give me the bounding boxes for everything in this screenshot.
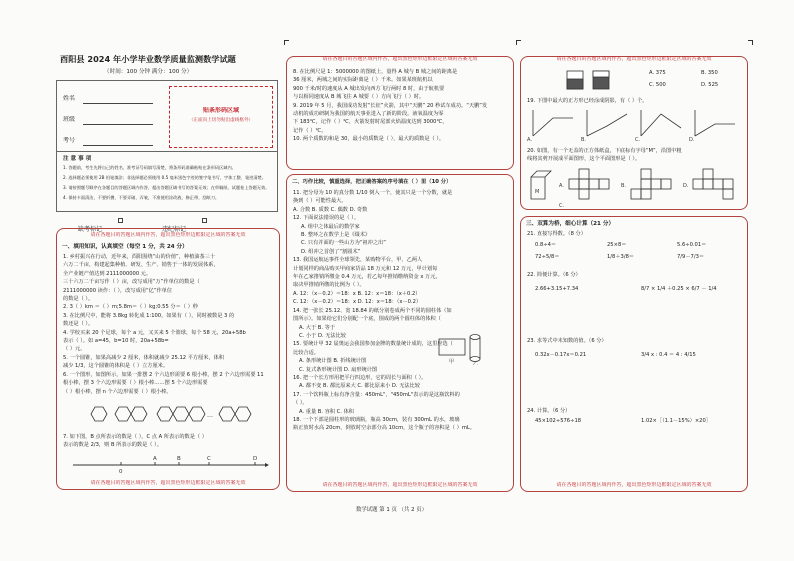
q8-line: 与以相同速度从 B 城飞往 A 城要（ ）方向飞行（ ）时。: [293, 94, 425, 101]
calc-item: 0.8÷4＝: [535, 242, 557, 248]
answer-frame-col3-top: [520, 56, 748, 210]
q15-line: 15. 要统计甲 32 届奥运会我国参加金牌的数量统计成的，这里应选（: [293, 341, 453, 348]
q14-options: A. 大于 B. 等于: [299, 324, 336, 331]
q13-options: C. 12：（x－0.2）＝18：x D. 12：x＝18：（x－0.2）: [293, 299, 422, 306]
q6-line: 根小棒，摆 3 个六边形需要（ ）根小棒……摆 5 个六边形需要: [63, 380, 208, 387]
graph-label-a: A.: [527, 137, 532, 142]
violation-checkbox[interactable]: [202, 218, 207, 223]
q18-line: 18. 一个下部是圆柱形的玻璃瓶，瓶高 30cm，装有 300mL 的水，玻璃: [293, 416, 460, 423]
q21-line: 21. 直接写得数。（8 分）: [527, 231, 586, 237]
q24-line: 24. 计算。（6 分）: [527, 408, 571, 414]
q4-line: 4. 学校买来 20 个足球，每个 a 元，又买来 5 个篮球，每个 58 元，20a+58b: [63, 329, 246, 336]
calc-item: 7/9－7/3＝: [677, 254, 705, 260]
q1-line: 的数是（ ）。: [63, 296, 94, 303]
q17-options: A. 重量 B. 容积 C. 体积: [299, 408, 354, 415]
q19-line: 19. 下图中最大的正方形已经涂成阴影，有（ ）个。: [527, 98, 648, 104]
registration-mark: [284, 40, 289, 45]
q2-line: 2. 3（ ）km ＝（ ）m;5.8m＝（ ）kg;0.55 分＝（ ）秒: [63, 304, 198, 311]
q1-line: 全产业链产值达到 2111000000 元。: [63, 270, 152, 277]
barcode-note: （正面向上切勿贴出虚线框外）: [188, 118, 254, 123]
q18-option-d: D. 525: [701, 82, 719, 88]
q12-option: D. 组冲之首创了“割圆术”: [301, 248, 361, 255]
hexagon-figure: [87, 405, 267, 423]
svg-text:…: …: [207, 412, 213, 419]
registration-mark: [748, 40, 753, 45]
q14-line: 图所示）。如果给它们分别配一个底，围成的两个圆柱体的体积（: [293, 316, 441, 323]
q13-line: 计划同样的商品购买甲商家货品 18 万元和 12 万元，甲计划每: [293, 265, 438, 272]
cylinder-label-jia: 甲: [449, 359, 455, 365]
frame-banner-bottom: 请在各题目的答题区域内作答，超出黑色矩形边框限定区域的答案无效: [322, 482, 478, 488]
q1-line: 六万二千亩，构建起集种植、研发、生产、销售于一体的发展体系，: [63, 262, 219, 269]
q22-line: 22. 简便计算。（6 分）: [527, 272, 581, 278]
q14-options: C. 小于 D. 无法比较: [299, 332, 346, 339]
q8-line: 900 千米/时的速度从 A 城出发向西方飞行两时 8 时，由于航机要: [293, 85, 445, 92]
calc-item: 1/8＋3/8＝: [607, 254, 635, 260]
q16-options: A. 都不变 B. 都比原来大 C. 都比原来小 D. 无法比较: [299, 383, 420, 390]
q1-line: 1. 乡村振兴在行动，近年来，酉阳围绕“山的价值”，种植油茶三十: [63, 254, 216, 260]
page-footer: 数学试题 第 1 页 （共 2 页）: [356, 507, 428, 513]
q12-option: B. 整环之在数学上是《缀术》: [301, 232, 371, 239]
calc-item: 72÷5/8＝: [535, 254, 560, 260]
number-line: [71, 453, 271, 473]
notice-title: 注 意 事 项: [63, 156, 92, 162]
net-label-d: D.: [683, 183, 689, 189]
answer-frame-col2-top: [286, 56, 514, 170]
number-line-A: A: [153, 456, 157, 462]
section-3-title: 三、双算为桥，细心计算（21 分）: [526, 221, 615, 227]
answer-frame-col2-bottom: [286, 174, 514, 492]
q20-line: 20. 如图，有一个无盖的正方体纸盒，下底标有字母“M”，沿图中粗: [527, 148, 682, 154]
notice-box: [56, 152, 278, 212]
notice-3: 3. 请按照题号顺序在各题目的答题区域内作答，超出答题区域书写的答案无效；在草稿纸、试题卷上答题无效。: [63, 185, 270, 190]
cube-nets: [527, 163, 743, 209]
q9-line: 记作（ ）℃。: [293, 127, 327, 134]
net-label-a: A.: [559, 183, 564, 189]
q7-line: 表示的数是 2/3，则 B 所表示的数是（ ）。: [63, 442, 162, 449]
name-label: 姓名: [63, 95, 76, 102]
q8-line: 36 厘米，两城之间的实际距离是（ ）千米。如果某班航机以: [293, 77, 433, 84]
net-label-c: C.: [559, 203, 565, 209]
q9-line: 动机的成功研制为我国的航天事业进入了新的阶段。液氧温度为零: [293, 111, 444, 118]
cylinder-label-yi: 乙: [473, 361, 479, 365]
q12-line: 12. 下面说法错误的是（ ）。: [293, 215, 360, 222]
section-2-title: 二、巧作比较，慎重选择，把正确答案的序号填在（ ）里（10 分）: [292, 179, 452, 185]
frame-banner-bottom: 请在各题目的答题区域内作答，超出黑色矩形边框限定区域的答案无效: [90, 480, 246, 486]
number-line-B: B: [177, 456, 181, 462]
q13-line: 取决甲推销所缴的比例为（ ）。: [293, 282, 365, 289]
q13-line: 年在乙家推销所缴金 0.4 万元，若乙每年推销缴纳资金 x 万元，: [293, 274, 441, 281]
q11-line: 换到（ ）可能性最大。: [293, 198, 347, 205]
q17-line: （ ）。: [293, 400, 308, 407]
frame-banner-bottom: 请在各题目的答题区域内作答，超出黑色矩形边框限定区域的答案无效: [556, 482, 712, 488]
exam-no-label: 考号: [63, 137, 76, 144]
q5-line: 5. 一个圆锥，如果高减少 2 厘米，体积就减少 25.12 平方厘米，体积: [63, 354, 225, 361]
frame-banner-top: 请在各题目的答题区域内作答，超出黑色矩形边框限定区域的答案无效: [322, 56, 478, 62]
q11-line: 11. 把分母为 10 的真分数 1/10 倒入一个，使其只是一个分数，就是: [293, 190, 453, 196]
name-field[interactable]: [83, 103, 153, 104]
q23-equation-a: 0.32x－0.17x＝0.21: [535, 352, 587, 358]
q23-line: 23. 求等式中未知数的值。（6 分）: [527, 338, 607, 344]
q15-options: C. 复式条形统计图 D. 扇形统计图: [299, 366, 378, 373]
q1-line: 2111000000 读作：（ ），改写成用“亿”作单位: [63, 287, 173, 294]
q4-line: （ ）元。: [63, 346, 86, 353]
net-label-b: B.: [621, 183, 627, 189]
registration-mark: [516, 40, 521, 45]
q18-line: 瓶正放时水高 20cm，倒放时空余部分高 10cm，这个瓶子的容积是（ ）mL。: [293, 425, 475, 432]
q4-line: 表示（ ）。如 a=45，b=10 时，20a+58b=: [63, 338, 169, 345]
q15-options: A. 条形统计图 B. 折线统计图: [299, 358, 367, 365]
notice-4: 4. 保持卡面清洁，不要折叠、不要弄破、弄皱，不准使用涂改液、修正带、刮纸刀。: [63, 195, 220, 200]
q10-line: 10. 两个质数的和是 30，最小的质数是（ ），最大的质数是（ ）。: [293, 136, 445, 143]
student-info-box: [56, 80, 278, 152]
cylinder-figure: [437, 329, 487, 365]
q3-line: 3. 在比例尺中，能将 3.8kg 转化成 1:100，如果有（ ），同时被数是 3 的: [63, 312, 235, 319]
exam-subtitle: （时间：100 分钟 满分：100 分）: [104, 69, 193, 75]
col2-questions: [293, 189, 511, 433]
q5-line: 减少 1/3，这个圆锥的体积是（ ）立方厘米。: [63, 363, 169, 370]
q24-expression-b: 1.02×［（1.1－15%）×20］: [641, 418, 711, 424]
q8-line: 8. 在比例尺是 1：5000000 的图纸上，量得 A 城与 B 城之间的距离是: [293, 69, 458, 75]
graph-label-b: B.: [581, 137, 587, 142]
calc-item: 25×8＝: [607, 242, 627, 248]
q13-options: A. 12：（x－0.2）＝18：x B. 12：x＝18：（x＋0.2）: [293, 290, 421, 297]
q24-expression-a: 45×102÷576÷18: [535, 418, 582, 424]
q18-option-a: A. 375: [649, 70, 666, 76]
class-field[interactable]: [83, 124, 153, 125]
col2-top-questions: [293, 68, 511, 144]
graph-label-c: C.: [635, 137, 641, 142]
q9-line: 9. 2019 年 5 月，我国成功发射“长征”火箭，其中“天鹏” 20 秒试车成功。“天鹏”发: [293, 102, 488, 109]
q15-line: 比较合适。: [293, 349, 319, 356]
class-label: 班级: [63, 116, 76, 123]
number-line-zero: 0: [119, 469, 123, 473]
calc-item: 5.6÷0.01＝: [677, 242, 707, 248]
q6-line: （ ）根小棒，摆 n 个六边形需要（ ）根小棒。: [63, 388, 172, 395]
answer-frame-col3-bottom: [520, 216, 748, 492]
q7-line: 7. 如下图，B 点所表示的数是（ ），C 点 A 所表示的数是（ ）: [63, 434, 207, 440]
q22-expression-a: 2.66+3.15+7.34: [535, 286, 579, 292]
q7-block: [63, 433, 277, 450]
section-1-title: 一、填用知识，认真填空（每空 1 分，共 24 分）: [62, 244, 188, 250]
notice-1: 1. 答题前，考生先将自己的姓名、准考证号码填写清楚，将条形码准确粘贴在条形码区域内。: [63, 165, 236, 170]
q22-expression-b: 8/7 × 1/4 ＋0.25 × 6/7 － 1/4: [641, 286, 717, 292]
q6-line: 6. 一个图形，如图所示，如果一排摆 2 个六边形需要 6 根小棒，摆 2 个六边形需要 11: [63, 371, 264, 378]
barcode-title: 贴条形码区域: [202, 107, 239, 114]
q16-line: 16. 把一个长方形用把平行四边形，它的周长与面积（ ）。: [293, 374, 427, 381]
absent-checkbox[interactable]: [118, 218, 123, 223]
notice-2: 2. 选择题必须使用 2B 铅笔填涂；非选择题必须使用 0.5 毫米黑色字迹的签字笔书写，字体工整、笔迹清楚。: [63, 175, 266, 180]
frame-banner-top: 请在各题目的答题区域内作答，超出黑色矩形边框限定区域的答案无效: [90, 232, 246, 238]
q19-graphs: [527, 108, 743, 142]
q20-line: 线将其剪开展成平面图形，这个平面图形是（ ）。: [527, 156, 641, 162]
frame-banner-top: 请在各题目的答题区域内作答，超出黑色矩形边框限定区域的答案无效: [556, 56, 712, 62]
q3-line: 数还是（ ）。: [63, 321, 94, 328]
cube-label-m: M: [535, 189, 540, 195]
absent-mark: 缺考标记: [78, 216, 102, 235]
q12-option: A. 组中之体最后的数学家: [301, 223, 360, 230]
barcode-area: [169, 86, 273, 148]
exam-title: 酉阳县 2024 年小学毕业数学质量监测数学试题: [60, 54, 236, 64]
q14-line: 14. 把一张长 25.12、宽 18.84 的纸分别卷成两个不同的圆柱体（如: [293, 307, 452, 314]
beaker-figure: [561, 67, 621, 93]
q1-line: 三十六万二千亩写作（ ）亩，改写成用“万”作单位的数是（: [63, 279, 200, 286]
q18-option-b: B. 350: [701, 70, 718, 76]
q9-line: 下 183℃，记作（ ）℃，火箭发射时尾部火焰温度达到 3000℃，: [293, 119, 448, 126]
violation-mark: 违纪标记: [162, 216, 186, 235]
answer-frame-col1: [56, 228, 280, 490]
q12-option: C. 只有并面的一些山方为“祖冲之出”: [301, 240, 386, 247]
graph-label-d: D.: [689, 137, 695, 142]
q13-line: 13. 我国运航运事件全球领先，某购物平台，甲、乙两人: [293, 257, 423, 264]
number-line-D: D: [253, 456, 258, 462]
exam-no-field[interactable]: [83, 145, 153, 146]
q23-equation-b: 3/4 x : 0.4 ＝ 4 : 4/15: [641, 352, 696, 358]
q18-option-c: C. 500: [649, 82, 666, 88]
number-line-C: C: [207, 456, 211, 462]
q11-options: A. 合数 B. 质数 C. 偶数 D. 奇数: [293, 206, 368, 213]
col1-questions: [63, 253, 277, 396]
q17-line: 17. 一个饮料瓶上标有净含量：450mL"，"450mL"表示的是这瓶饮料的: [293, 391, 460, 398]
